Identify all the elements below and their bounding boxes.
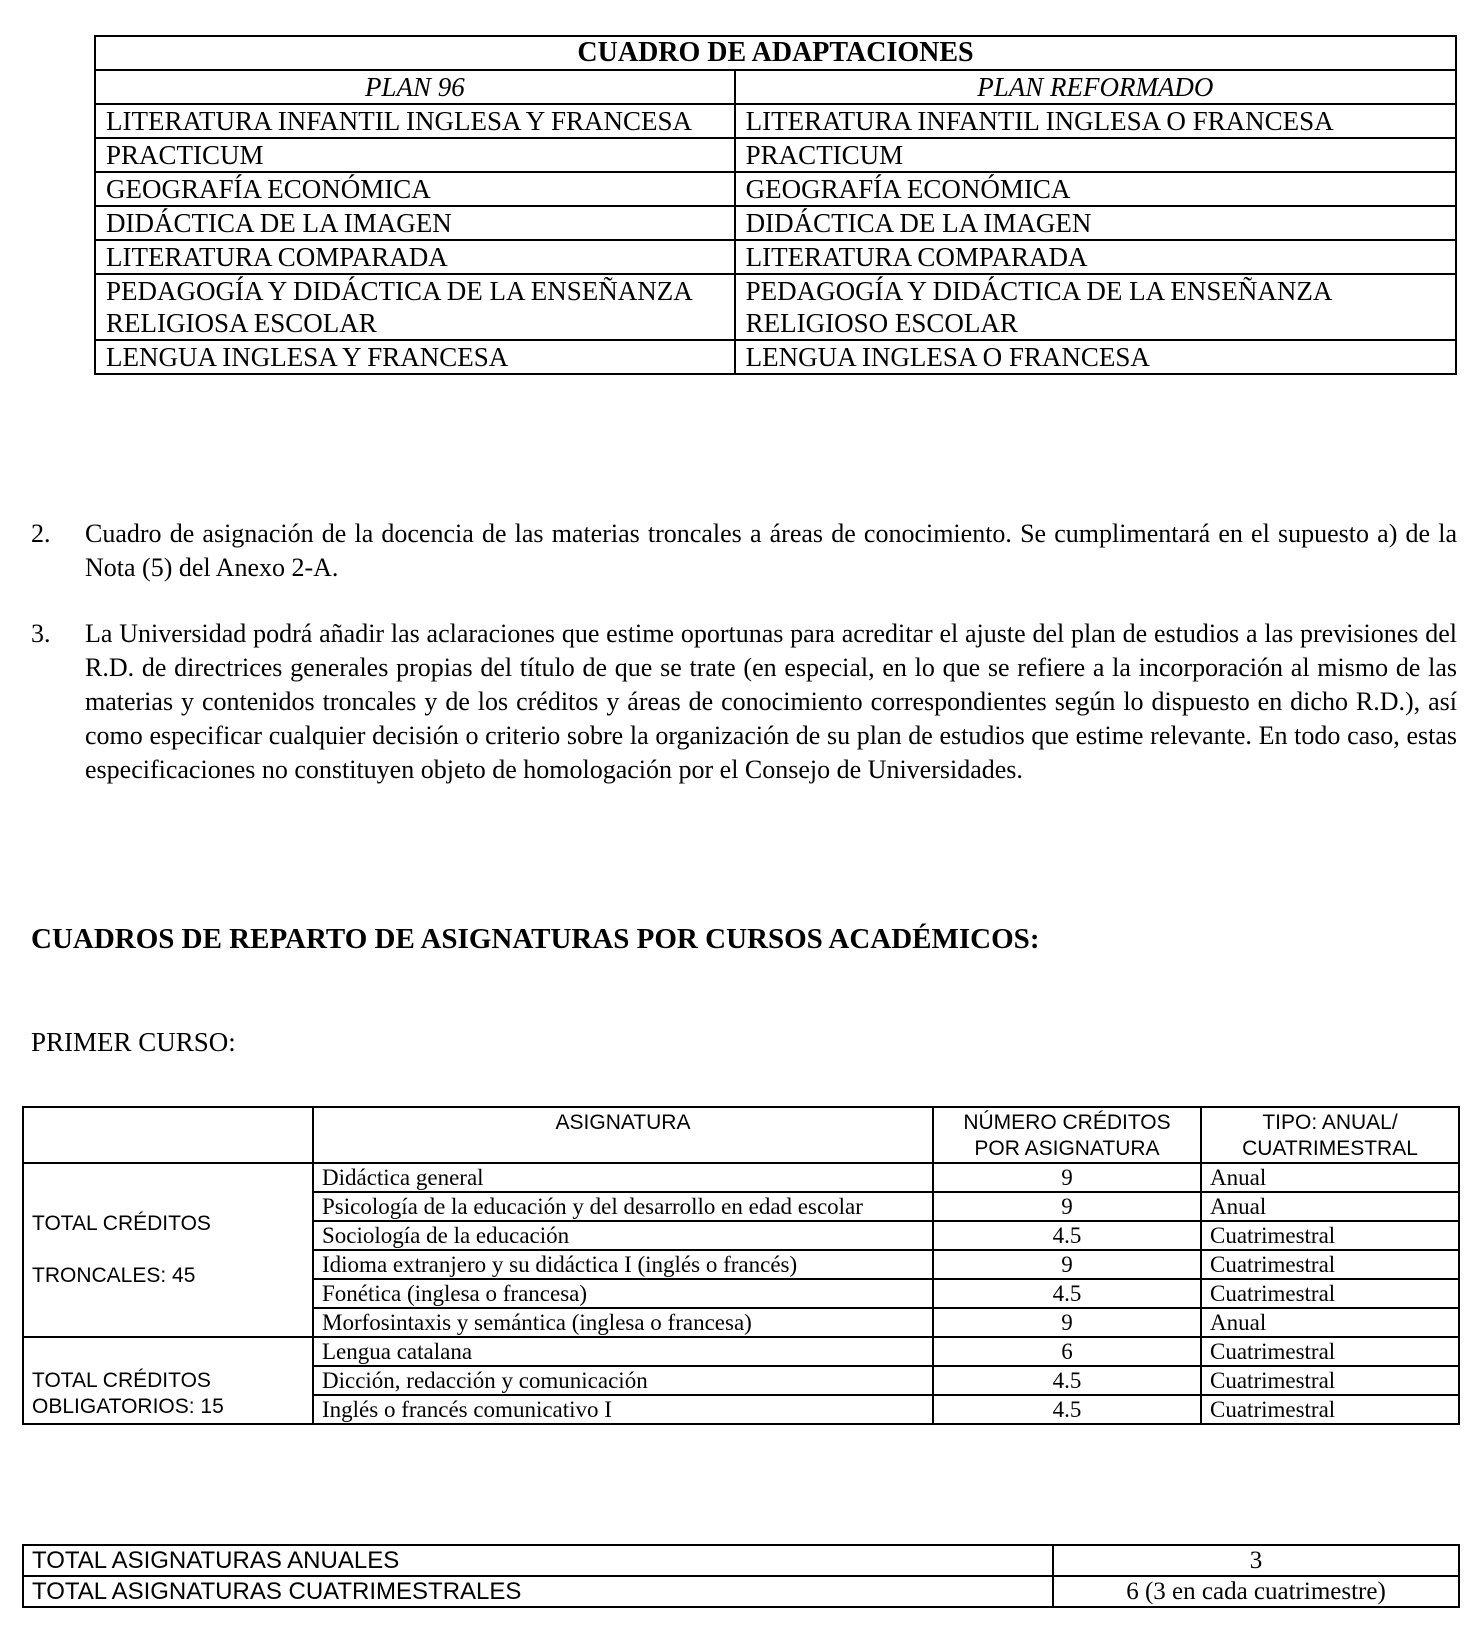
asignatura-cell: Inglés o francés comunicativo I xyxy=(313,1395,933,1424)
tipo-cell: Cuatrimestral xyxy=(1201,1221,1459,1250)
creditos-cell: 9 xyxy=(933,1250,1201,1279)
group-label-line: OBLIGATORIOS: 15 xyxy=(32,1394,224,1418)
plan96-cell: PRACTICUM xyxy=(95,138,735,172)
adaptations-title-row xyxy=(95,36,1456,70)
adaptations-table xyxy=(94,35,1457,375)
creditos-cell: 9 xyxy=(933,1308,1201,1337)
asignatura-cell: Sociología de la educación xyxy=(313,1221,933,1250)
group-label-line: TOTAL CRÉDITOS xyxy=(32,1212,211,1235)
creditos-cell: 4.5 xyxy=(933,1221,1201,1250)
section-heading: CUADROS DE REPARTO DE ASIGNATURAS POR CURSOS ACADÉMICOS: xyxy=(31,923,1040,955)
group-header-cell xyxy=(23,1107,313,1163)
note-number: 2. xyxy=(31,519,51,548)
adaptations-title: CUADRO DE ADAPTACIONES xyxy=(95,36,1456,70)
column-header-plan-reformado: PLAN REFORMADO xyxy=(735,70,1456,104)
total-semester-label: TOTAL ASIGNATURAS CUATRIMESTRALES xyxy=(23,1576,1053,1607)
asignatura-cell: Dicción, redacción y comunicación xyxy=(313,1366,933,1395)
course-heading: PRIMER CURSO: xyxy=(31,1027,236,1057)
creditos-cell: 9 xyxy=(933,1163,1201,1192)
reformado-cell: PRACTICUM xyxy=(735,138,1456,172)
tipo-cell: Cuatrimestral xyxy=(1201,1250,1459,1279)
asignatura-cell: Morfosintaxis y semántica (inglesa o francesa) xyxy=(313,1308,933,1337)
asignatura-cell: Fonética (inglesa o francesa) xyxy=(313,1279,933,1308)
reformado-cell: PEDAGOGÍA Y DIDÁCTICA DE LA ENSEÑANZA RELIGIOSO ESCOLAR xyxy=(735,274,1456,340)
adaptation-row xyxy=(95,240,1456,274)
note-text: Cuadro de asignación de la docencia de las materias troncales a áreas de conocimiento. Se cumplimentará en el supuesto a) de la Nota (5) del Anexo 2-A. xyxy=(85,519,1457,582)
plan96-cell: LENGUA INGLESA Y FRANCESA xyxy=(95,340,735,374)
creditos-cell: 6 xyxy=(933,1337,1201,1366)
adaptation-row xyxy=(95,104,1456,138)
header-creditos: NÚMERO CRÉDITOS POR ASIGNATURA xyxy=(933,1107,1201,1163)
adaptation-row xyxy=(95,172,1456,206)
course-header-row xyxy=(23,1107,1459,1163)
tipo-cell: Cuatrimestral xyxy=(1201,1395,1459,1424)
plan96-cell: DIDÁCTICA DE LA IMAGEN xyxy=(95,206,735,240)
note-item xyxy=(31,517,1457,585)
tipo-cell: Anual xyxy=(1201,1192,1459,1221)
header-tipo: TIPO: ANUAL/ CUATRIMESTRAL xyxy=(1201,1107,1459,1163)
course-row xyxy=(23,1337,1459,1366)
total-semester-value: 6 (3 en cada cuatrimestre) xyxy=(1053,1576,1459,1607)
obligatorios-group-label xyxy=(23,1337,313,1424)
first-course-table xyxy=(22,1106,1460,1425)
plan96-cell: PEDAGOGÍA Y DIDÁCTICA DE LA ENSEÑANZA RELIGIOSA ESCOLAR xyxy=(95,274,735,340)
adaptation-row xyxy=(95,274,1456,340)
note-text: La Universidad podrá añadir las aclaraciones que estime oportunas para acreditar el ajuste del plan de estudios a las previsiones del R.D. de directrices generales propias del título de que se trate (en especial, en lo que se refiere a la incorporación al mismo de las materias y contenidos troncales y de los créditos y áreas de conocimiento correspondientes según lo dispuesto en dicho R.D.), así como especificar cualquier decisión o criterio sobre la organización de su plan de estudios que estime relevante. En todo caso, estas especificaciones no constituyen objeto de homologación por el Consejo de Universidades. xyxy=(85,619,1457,784)
note-number: 3. xyxy=(31,619,51,648)
tipo-cell: Cuatrimestral xyxy=(1201,1366,1459,1395)
asignatura-cell: Psicología de la educación y del desarrollo en edad escolar xyxy=(313,1192,933,1221)
tipo-cell: Anual xyxy=(1201,1308,1459,1337)
course-row xyxy=(23,1163,1459,1192)
adaptations-header-row xyxy=(95,70,1456,104)
creditos-cell: 4.5 xyxy=(933,1279,1201,1308)
note-item xyxy=(31,617,1457,787)
asignatura-cell: Lengua catalana xyxy=(313,1337,933,1366)
creditos-cell: 9 xyxy=(933,1192,1201,1221)
troncales-group-label xyxy=(23,1163,313,1337)
totals-row xyxy=(23,1576,1459,1607)
creditos-cell: 4.5 xyxy=(933,1366,1201,1395)
reformado-cell: DIDÁCTICA DE LA IMAGEN xyxy=(735,206,1456,240)
adaptation-row xyxy=(95,340,1456,374)
reformado-cell: LITERATURA COMPARADA xyxy=(735,240,1456,274)
asignatura-cell: Idioma extranjero y su didáctica I (inglés o francés) xyxy=(313,1250,933,1279)
group-label-line: TRONCALES: 45 xyxy=(32,1264,196,1287)
total-annual-value: 3 xyxy=(1053,1545,1459,1576)
tipo-cell: Cuatrimestral xyxy=(1201,1279,1459,1308)
plan96-cell: GEOGRAFÍA ECONÓMICA xyxy=(95,172,735,206)
reformado-cell: GEOGRAFÍA ECONÓMICA xyxy=(735,172,1456,206)
header-asignatura: ASIGNATURA xyxy=(313,1107,933,1163)
adaptation-row xyxy=(95,138,1456,172)
tipo-cell: Cuatrimestral xyxy=(1201,1337,1459,1366)
tipo-cell: Anual xyxy=(1201,1163,1459,1192)
reformado-cell: LENGUA INGLESA O FRANCESA xyxy=(735,340,1456,374)
totals-table xyxy=(22,1544,1460,1608)
column-header-plan96: PLAN 96 xyxy=(95,70,735,104)
plan96-cell: LITERATURA COMPARADA xyxy=(95,240,735,274)
asignatura-cell: Didáctica general xyxy=(313,1163,933,1192)
reformado-cell: LITERATURA INFANTIL INGLESA O FRANCESA xyxy=(735,104,1456,138)
adaptation-row xyxy=(95,206,1456,240)
creditos-cell: 4.5 xyxy=(933,1395,1201,1424)
group-label-line: TOTAL CRÉDITOS xyxy=(32,1368,211,1392)
total-annual-label: TOTAL ASIGNATURAS ANUALES xyxy=(23,1545,1053,1576)
plan96-cell: LITERATURA INFANTIL INGLESA Y FRANCESA xyxy=(95,104,735,138)
totals-row xyxy=(23,1545,1459,1576)
